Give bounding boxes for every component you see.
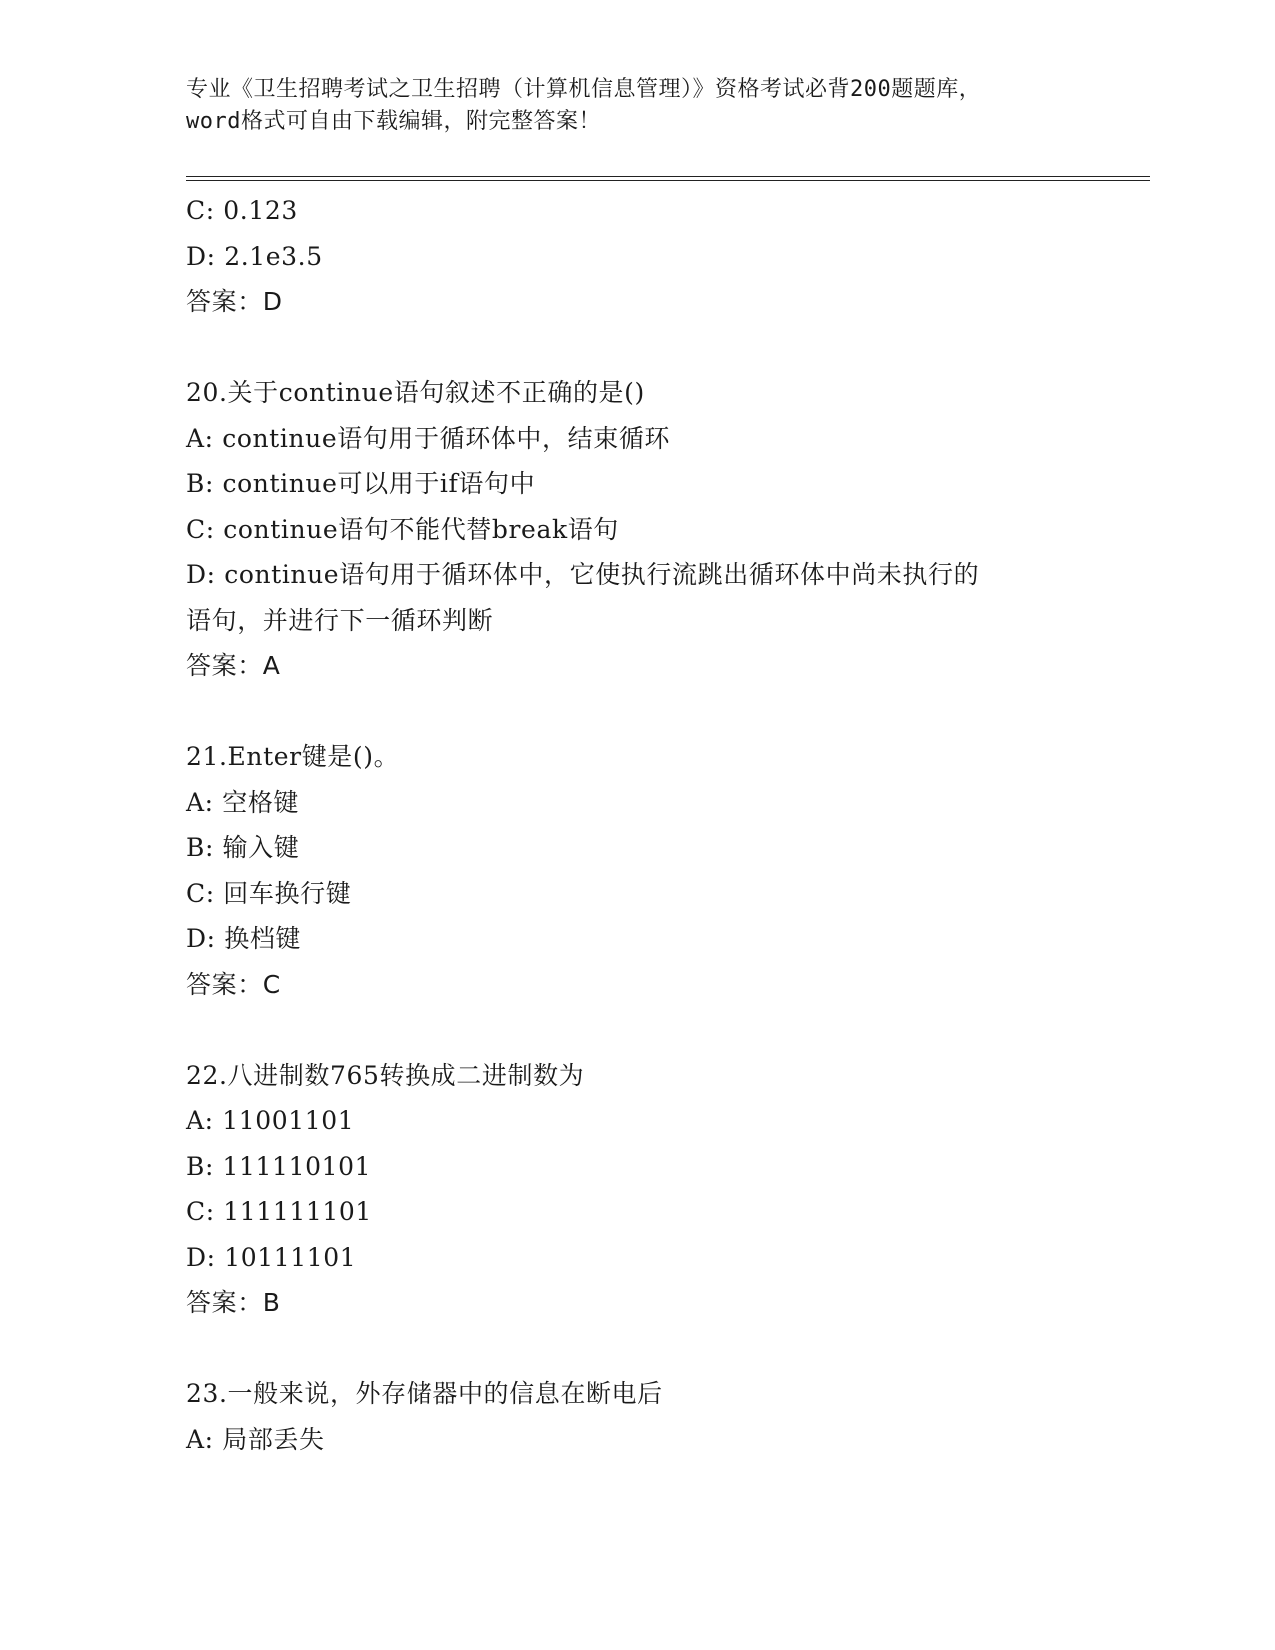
spacer <box>186 1326 1106 1372</box>
option-c: C: 111111101 <box>186 1197 372 1226</box>
option-c: C: 0.123 <box>186 196 298 225</box>
option-d: D: 换档键 <box>186 924 302 953</box>
header-line-1: 专业《卫生招聘考试之卫生招聘（计算机信息管理）》资格考试必背200题题库， <box>186 77 982 102</box>
question-block-20 <box>186 370 1106 689</box>
option-c: C: continue语句不能代替break语句 <box>186 514 619 544</box>
option-c: C: 回车换行键 <box>186 878 352 908</box>
option-b: B: continue可以用于if语句中 <box>186 469 536 498</box>
question-block-22 <box>186 1053 1106 1326</box>
answer: 答案：C <box>186 969 281 999</box>
header-line-2: word格式可自由下载编辑，附完整答案！ <box>186 109 601 134</box>
option-a: A: continue语句用于循环体中，结束循环 <box>186 423 671 453</box>
document-body <box>186 188 1106 1462</box>
spacer <box>186 325 1106 371</box>
document-header <box>186 74 1086 138</box>
option-b: B: 111110101 <box>186 1151 372 1181</box>
question-text: 21.Enter键是()。 <box>186 742 400 771</box>
option-a: A: 局部丢失 <box>186 1424 325 1454</box>
answer: 答案：B <box>186 1288 281 1317</box>
spacer <box>186 1007 1106 1053</box>
option-a: A: 11001101 <box>186 1106 355 1135</box>
header-divider <box>186 176 1150 181</box>
spacer <box>186 689 1106 735</box>
option-b: B: 输入键 <box>186 833 300 862</box>
option-d: D: 2.1e3.5 <box>186 241 323 271</box>
option-d: D: continue语句用于循环体中，它使执行流跳出循环体中尚未执行的 <box>186 560 980 589</box>
question-text: 23.一般来说，外存储器中的信息在断电后 <box>186 1379 663 1408</box>
question-text: 20.关于continue语句叙述不正确的是() <box>186 378 645 407</box>
question-block-prev <box>186 188 1106 325</box>
answer: 答案：A <box>186 651 281 680</box>
question-block-23 <box>186 1371 1106 1462</box>
option-d: D: 10111101 <box>186 1242 357 1272</box>
option-d-continuation: 语句，并进行下一循环判断 <box>186 605 494 635</box>
option-a: A: 空格键 <box>186 787 300 817</box>
answer: 答案：D <box>186 287 283 316</box>
question-text: 22.八进制数765转换成二进制数为 <box>186 1060 585 1090</box>
question-block-21 <box>186 734 1106 1007</box>
